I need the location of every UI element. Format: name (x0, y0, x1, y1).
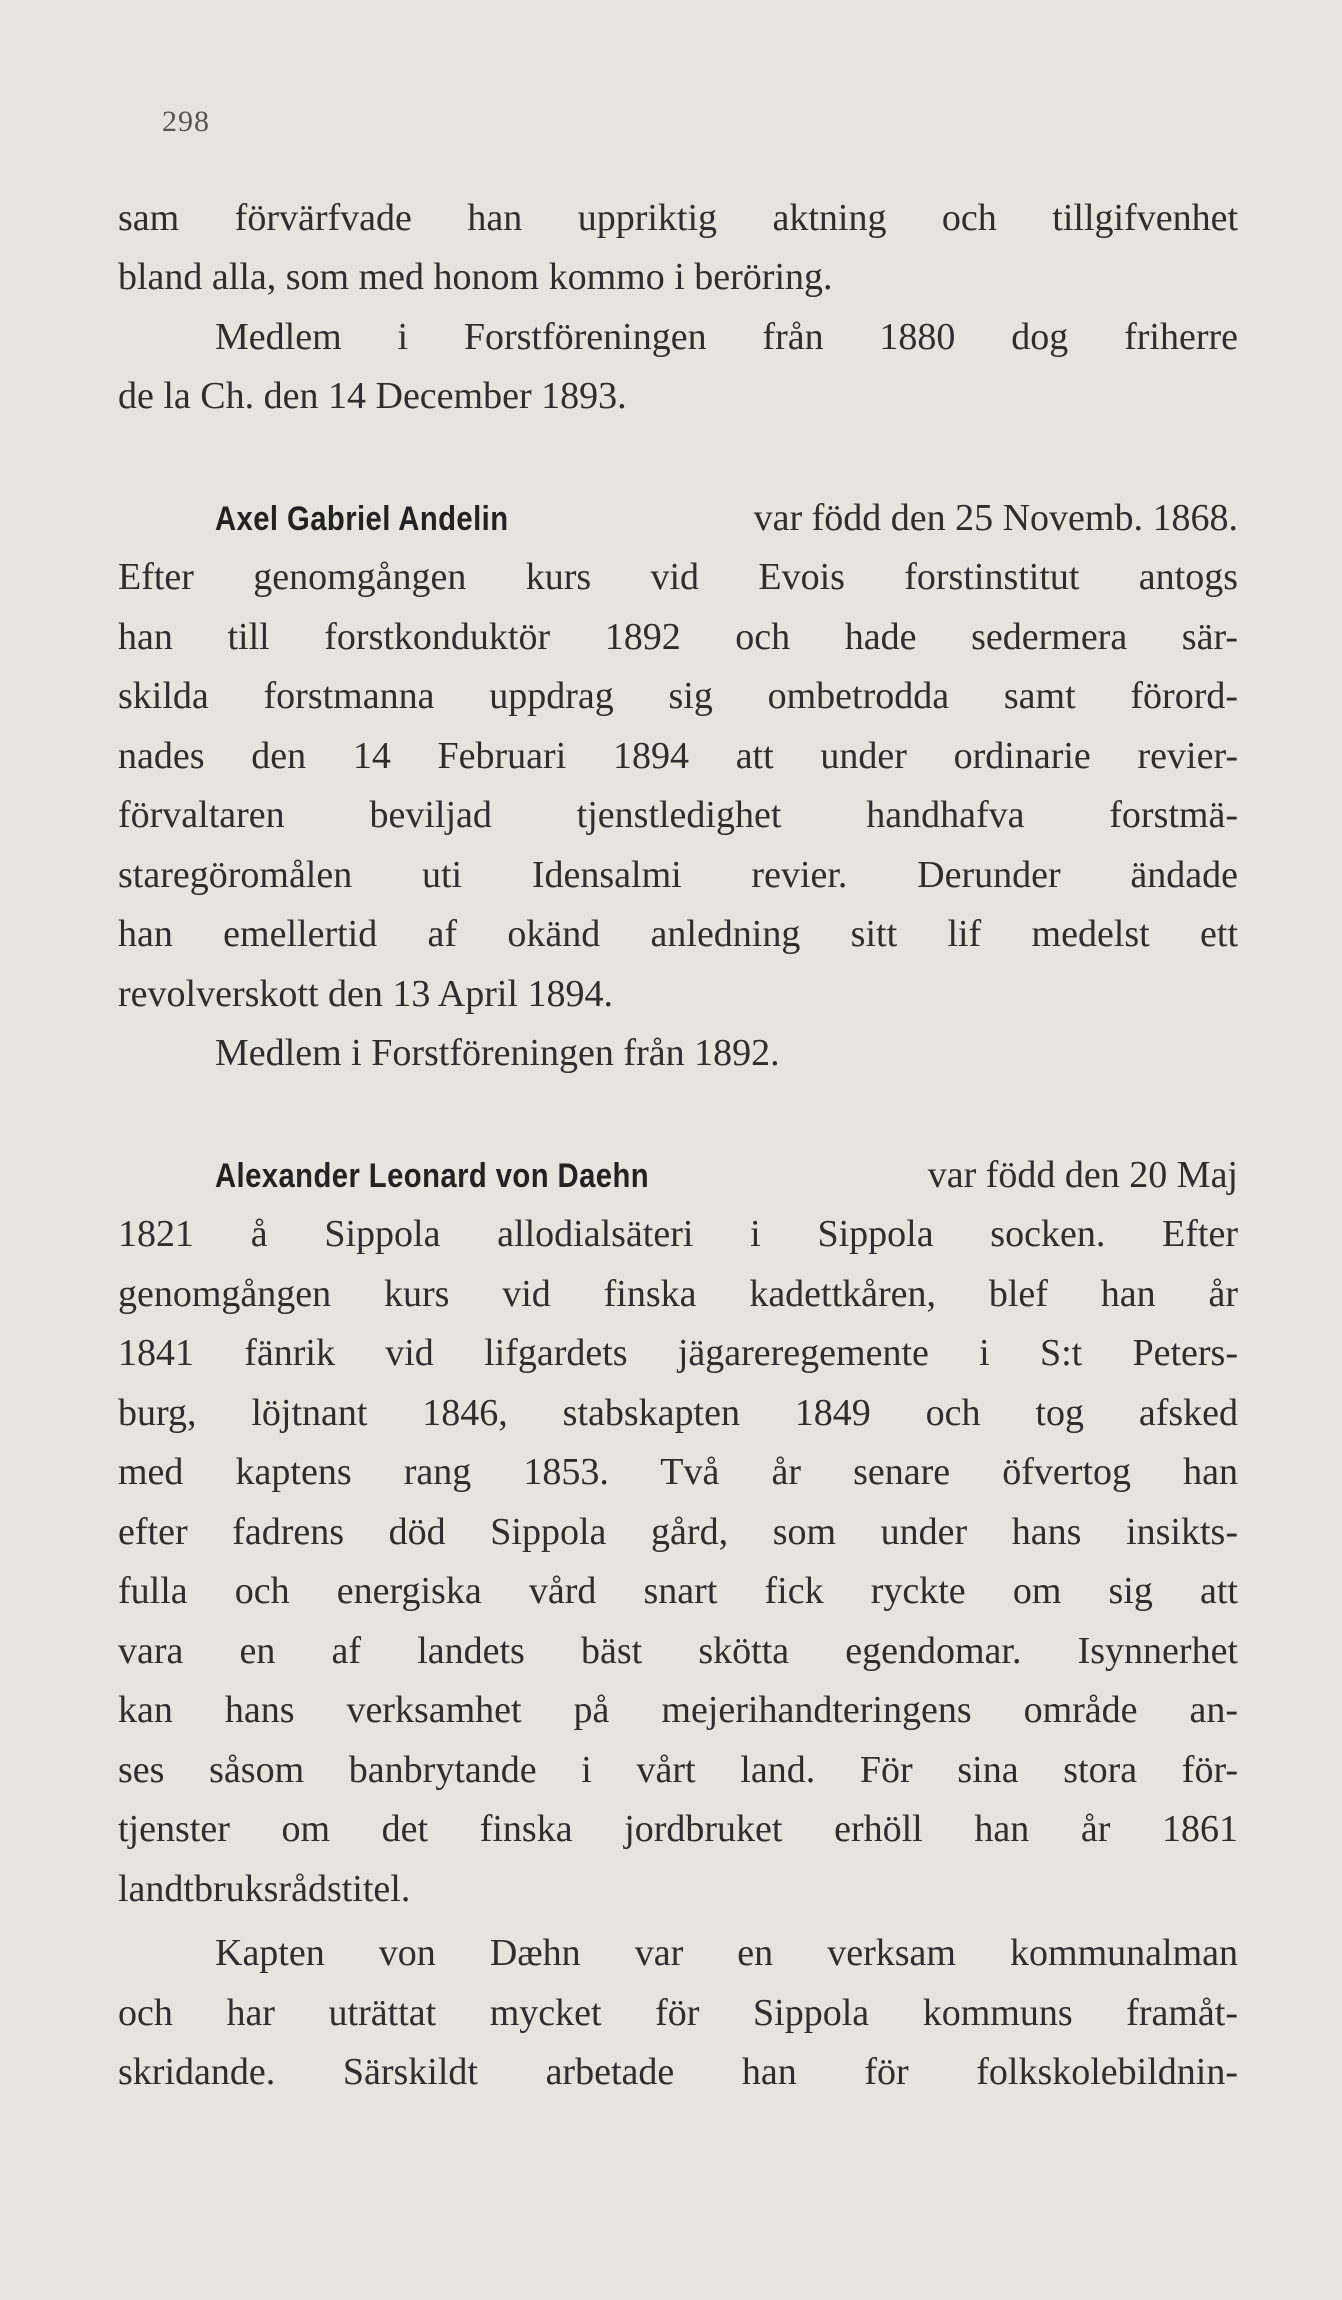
text-line: Medlem i Forstföreningen från 1880 dog friherre (215, 316, 1238, 358)
text-line: genomgången kurs vid finska kadettkåren, blef han år (118, 1273, 1238, 1315)
text-line: sam förvärfvade han uppriktig aktning och tillgifvenhet (118, 197, 1238, 239)
text-line: Kapten von Dæhn var en verksam kommunalman (215, 1932, 1238, 1974)
text-line: de la Ch. den 14 December 1893. (118, 375, 627, 417)
text-line: ses såsom banbrytande i vårt land. För sina stora för- (118, 1749, 1238, 1791)
person-name: Axel Gabriel Andelin (215, 500, 509, 538)
text-line: han till forstkonduktör 1892 och hade sedermera sär- (118, 616, 1238, 658)
text-line: staregöromålen uti Idensalmi revier. Derunder ändade (118, 854, 1238, 896)
text-line: skridande. Särskildt arbetade han för folkskolebildnin- (118, 2051, 1238, 2093)
entry-heading-line (215, 1151, 1238, 1200)
text-line: skilda forstmanna uppdrag sig ombetrodda samt förord- (118, 675, 1238, 717)
text-line: Efter genomgången kurs vid Evois forstinstitut antogs (118, 556, 1238, 598)
entry-heading-line (215, 494, 1238, 543)
text-line: vara en af landets bäst skötta egendomar. Isynnerhet (118, 1630, 1238, 1672)
text-line: bland alla, som med honom kommo i beröring. (118, 256, 833, 298)
text-line: 1841 fänrik vid lifgardets jägareregemente i S:t Peters- (118, 1332, 1238, 1374)
text-fragment: var född den 25 Novemb. 1868. (753, 497, 1238, 539)
text-line: revolverskott den 13 April 1894. (118, 973, 613, 1015)
text-line: landtbruksrådstitel. (118, 1868, 411, 1910)
text-line: förvaltaren beviljad tjenstledighet handhafva forstmä- (118, 794, 1238, 836)
text-line: fulla och energiska vård snart fick ryckte om sig att (118, 1570, 1238, 1612)
text-line: han emellertid af okänd anledning sitt lif medelst ett (118, 913, 1238, 955)
text-line: kan hans verksamhet på mejerihandteringens område an- (118, 1689, 1238, 1731)
text-line: med kaptens rang 1853. Två år senare öfvertog han (118, 1451, 1238, 1493)
text-fragment: var född den 20 Maj (927, 1154, 1238, 1196)
text-line: nades den 14 Februari 1894 att under ordinarie revier- (118, 735, 1238, 777)
text-line: efter fadrens död Sippola gård, som under hans insikts- (118, 1511, 1238, 1553)
text-line: tjenster om det finska jordbruket erhöll han år 1861 (118, 1808, 1238, 1850)
person-name: Alexander Leonard von Daehn (215, 1157, 650, 1195)
text-line: 1821 å Sippola allodialsäteri i Sippola socken. Efter (118, 1213, 1238, 1255)
text-line: Medlem i Forstföreningen från 1892. (215, 1032, 780, 1074)
text-line: burg, löjtnant 1846, stabskapten 1849 och tog afsked (118, 1392, 1238, 1434)
text-line: och har uträttat mycket för Sippola kommuns framåt- (118, 1992, 1238, 2034)
page-number: 298 (162, 105, 210, 138)
